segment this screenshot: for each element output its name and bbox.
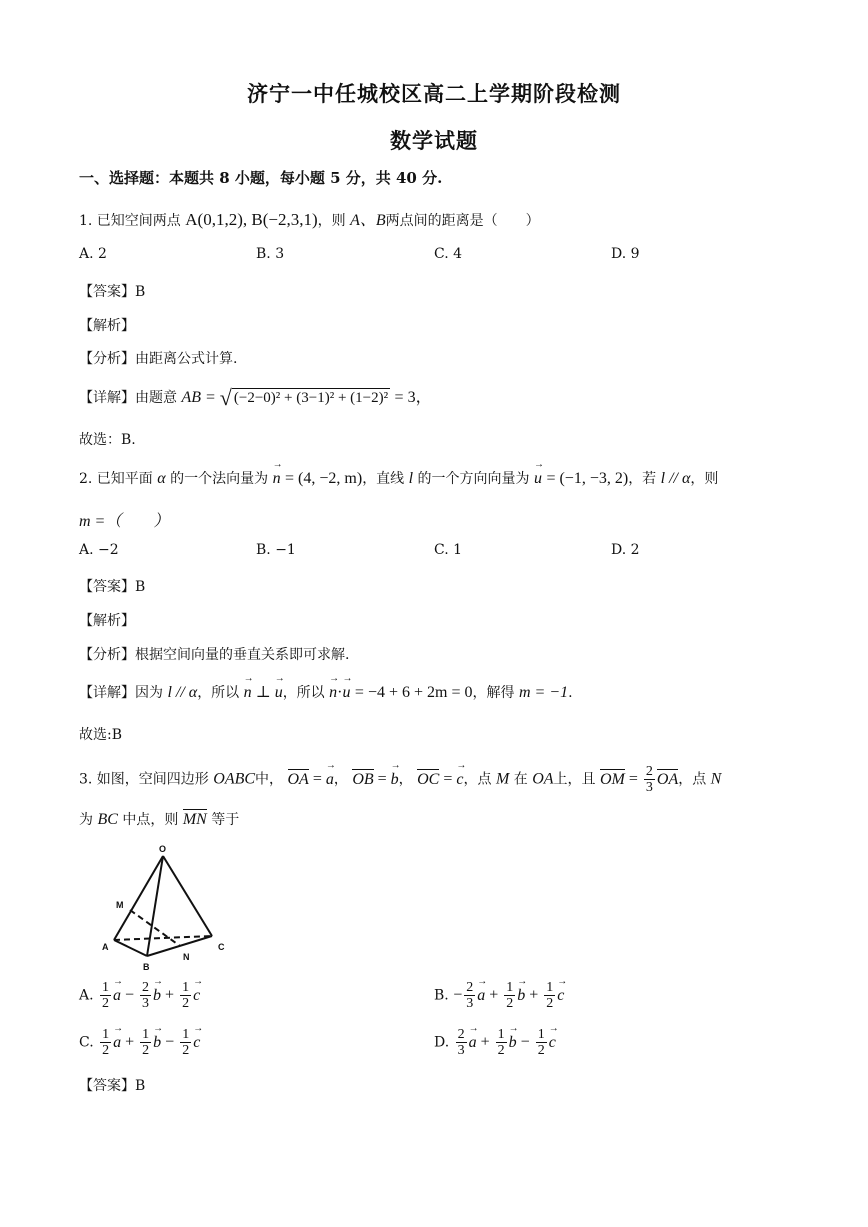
question-2: 2. 已知平面 α 的一个法向量为 n → = (4, −2, m)，直线 l 的一个方向向量为 u → = (−1, −3, 2)，若 l // α，则 <box>79 459 719 487</box>
q1-option-a: A. 2 <box>79 246 107 262</box>
page-title: 济宁一中任城校区高二上学期阶段检测 <box>247 81 621 106</box>
q2-detail: 【详解】因为 l // α，所以 n → ⊥ u → ，所以 n → ·u → = −4 + 6 + 2m = 0，解得 m = −1. <box>79 673 573 701</box>
q2-line2: m =（ ） <box>79 513 170 530</box>
q3-option-c: C. $\frac{1}{2}$ a → + $\frac{1}{2}$ b → − $\frac{1}{2}$ c → <box>79 1022 204 1058</box>
page-subtitle: 数学试题 <box>390 128 478 153</box>
points-expression: A(0,1,2), B(−2,3,1) <box>185 210 318 229</box>
label-a: A <box>102 942 109 952</box>
q3-option-a: A. $\frac{1}{2}$ a → − $\frac{2}{3}$ b → + $\frac{1}{2}$ c → <box>79 975 204 1011</box>
question-1: 1. 已知空间两点 A(0,1,2), B(−2,3,1)，则 A、B两点间的距离是（ ） <box>79 210 540 229</box>
label-o: O <box>159 844 167 854</box>
q3-option-b: B. − $\frac{2}{3}$ a → + $\frac{1}{2}$ b → + $\frac{1}{2}$ c → <box>434 975 568 1011</box>
q1-choice: 故选：B. <box>79 432 136 448</box>
question-3: 3. 如图，空间四边形 OABC中， OA = a → ， OB = b → ， OC = c → ，点 M 在 OA上，且 OM = $\frac{2}{3}$ OA，点 N <box>79 759 722 795</box>
q2-option-c: C. 1 <box>434 542 463 558</box>
q3-answer: 【答案】B <box>79 1078 146 1094</box>
section-heading: 一、选择题：本题共 8 小题，每小题 5 分，共 40 分. <box>79 169 443 187</box>
q1-option-c: C. 4 <box>434 246 463 262</box>
q3-line2: 为 BC 中点，则 MN 等于 <box>79 811 240 828</box>
tetrahedron-figure <box>100 842 255 974</box>
label-n: N <box>183 952 190 962</box>
q2-option-b: B. −1 <box>256 542 296 558</box>
q2-fenxi: 【分析】根据空间向量的垂直关系即可求解. <box>79 647 350 663</box>
q1-fenxi: 【分析】由距离公式计算. <box>79 351 238 367</box>
q2-option-d: D. 2 <box>611 542 640 558</box>
q1-answer: 【答案】B <box>79 284 146 300</box>
label-c: C <box>218 942 225 952</box>
q3-option-d: D. $\frac{2}{3}$ a → + $\frac{1}{2}$ b → − $\frac{1}{2}$ c → <box>434 1022 559 1058</box>
q1-option-d: D. 9 <box>611 246 640 262</box>
label-b: B <box>143 962 150 972</box>
q2-option-a: A. −2 <box>79 542 119 558</box>
q2-choice: 故选:B <box>79 727 123 743</box>
q2-jiexi: 【解析】 <box>79 613 135 629</box>
q2-answer: 【答案】B <box>79 579 146 595</box>
q1-option-b: B. 3 <box>256 246 285 262</box>
q1-detail: 【详解】由题意 AB = √ (−2−0)² + (3−1)² + (1−2)² = 3， <box>79 385 432 410</box>
label-m: M <box>116 900 124 910</box>
radicand: (−2−0)² + (3−1)² + (1−2)² <box>233 390 389 406</box>
q1-jiexi: 【解析】 <box>79 318 135 334</box>
